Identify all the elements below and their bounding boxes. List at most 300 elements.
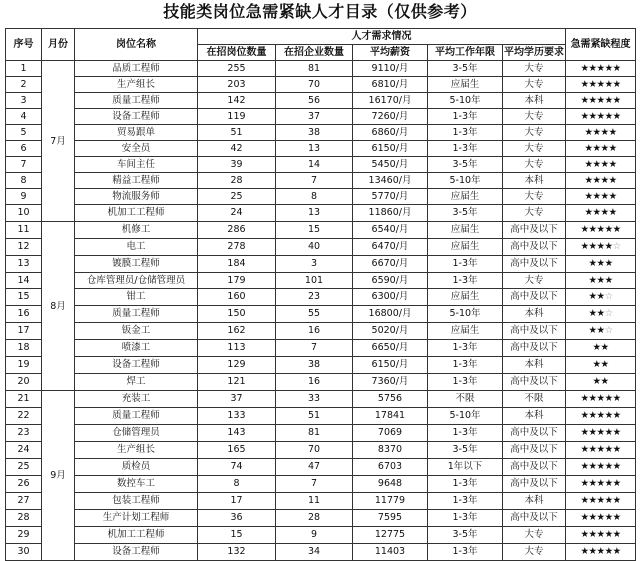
cell-years: 不限 [428,391,503,408]
cell-position: 生产计划工程师 [75,510,198,527]
cell-salary: 11403 [353,544,428,561]
cell-seq: 3 [6,93,42,109]
cell-salary: 5770/月 [353,189,428,205]
cell-position: 设备工程师 [75,109,198,125]
cell-salary: 11779 [353,493,428,510]
table-row [6,93,636,109]
table-row [6,273,636,289]
cell-position: 喷漆工 [75,340,198,357]
table-row [6,476,636,493]
table-row [6,222,636,239]
header-position: 岗位名称 [75,29,198,61]
cell-urgency [566,109,636,125]
cell-urgency [566,391,636,408]
cell-seq: 1 [6,61,42,77]
cell-companies: 9 [276,527,353,544]
cell-years: 3-5年 [428,205,503,222]
cell-years: 3-5年 [428,157,503,173]
cell-companies: 70 [276,77,353,93]
cell-urgency [566,340,636,357]
cell-salary: 5756 [353,391,428,408]
table-row [6,442,636,459]
cell-jobs: 286 [198,222,276,239]
urgency-stars: ★★★★★ [580,79,621,90]
cell-salary: 13460/月 [353,173,428,189]
cell-position: 质量工程师 [75,93,198,109]
cell-jobs: 113 [198,340,276,357]
cell-salary: 6540/月 [353,222,428,239]
cell-position: 物流服务师 [75,189,198,205]
cell-month: 8月 [42,222,75,391]
cell-years: 5-10年 [428,93,503,109]
cell-companies: 7 [276,340,353,357]
urgency-stars: ★★★★★ [580,111,621,122]
cell-salary: 16800/月 [353,306,428,323]
urgency-stars: ★★★★ [584,207,617,218]
cell-position: 精益工程师 [75,173,198,189]
table-body [6,61,636,561]
urgency-stars: ★★ [592,342,609,353]
urgency-stars: ★★★★★ [580,444,621,455]
cell-position: 车间主任 [75,157,198,173]
cell-years: 1年以下 [428,459,503,476]
cell-urgency [566,239,636,256]
cell-position: 设备工程师 [75,357,198,374]
cell-position: 安全员 [75,141,198,157]
cell-position: 生产组长 [75,77,198,93]
cell-years: 1-3年 [428,544,503,561]
cell-salary: 6590/月 [353,273,428,289]
cell-salary: 6470/月 [353,239,428,256]
cell-position: 机加工工程师 [75,205,198,222]
urgency-stars: ★★★★★ [580,546,621,557]
cell-urgency [566,476,636,493]
cell-companies: 7 [276,476,353,493]
cell-years: 1-3年 [428,374,503,391]
urgency-half-star: ☆ [612,241,621,252]
cell-years: 1-3年 [428,125,503,141]
cell-position: 机加工工程师 [75,527,198,544]
urgency-stars: ★★★★ [584,143,617,154]
cell-position: 品质工程师 [75,61,198,77]
cell-position: 数控车工 [75,476,198,493]
cell-seq: 21 [6,391,42,408]
cell-seq: 7 [6,157,42,173]
cell-years: 3-5年 [428,527,503,544]
cell-years: 应届生 [428,239,503,256]
cell-urgency [566,459,636,476]
cell-urgency [566,205,636,222]
cell-education: 高中及以下 [503,323,566,340]
header-years: 平均工作年限 [428,45,503,61]
cell-education: 高中及以下 [503,442,566,459]
cell-jobs: 203 [198,77,276,93]
cell-jobs: 17 [198,493,276,510]
cell-urgency [566,77,636,93]
urgency-stars: ★★★ [588,258,613,269]
table-row [6,493,636,510]
cell-companies: 13 [276,205,353,222]
cell-seq: 12 [6,239,42,256]
cell-seq: 24 [6,442,42,459]
cell-education: 大专 [503,141,566,157]
cell-position: 质量工程师 [75,306,198,323]
urgency-stars: ★★★★ [584,159,617,170]
cell-seq: 19 [6,357,42,374]
cell-salary: 6860/月 [353,125,428,141]
cell-urgency [566,425,636,442]
cell-education: 本科 [503,173,566,189]
cell-years: 应届生 [428,289,503,306]
header-jobs: 在招岗位数量 [198,45,276,61]
cell-years: 5-10年 [428,408,503,425]
cell-seq: 27 [6,493,42,510]
urgency-stars: ★★★★ [584,127,617,138]
cell-urgency [566,222,636,239]
cell-education: 不限 [503,391,566,408]
cell-salary: 7595 [353,510,428,527]
cell-education: 大专 [503,125,566,141]
cell-month: 7月 [42,61,75,222]
table-row [6,173,636,189]
cell-position: 焊工 [75,374,198,391]
cell-salary: 7260/月 [353,109,428,125]
cell-companies: 101 [276,273,353,289]
urgency-stars: ★★ [588,291,605,302]
cell-jobs: 142 [198,93,276,109]
table-row [6,157,636,173]
cell-years: 1-3年 [428,109,503,125]
cell-urgency [566,442,636,459]
cell-seq: 4 [6,109,42,125]
cell-seq: 9 [6,189,42,205]
cell-education: 高中及以下 [503,239,566,256]
cell-urgency [566,289,636,306]
cell-position: 质检员 [75,459,198,476]
cell-urgency [566,357,636,374]
cell-companies: 16 [276,374,353,391]
cell-companies: 3 [276,256,353,273]
cell-years: 5-10年 [428,173,503,189]
cell-companies: 7 [276,173,353,189]
cell-urgency [566,374,636,391]
cell-education: 高中及以下 [503,340,566,357]
cell-education: 大专 [503,189,566,205]
cell-seq: 22 [6,408,42,425]
cell-urgency [566,157,636,173]
cell-companies: 81 [276,425,353,442]
cell-urgency [566,93,636,109]
cell-education: 大专 [503,77,566,93]
cell-companies: 55 [276,306,353,323]
cell-salary: 12775 [353,527,428,544]
cell-salary: 7069 [353,425,428,442]
cell-education: 大专 [503,61,566,77]
header-seq: 序号 [6,29,42,61]
cell-urgency [566,493,636,510]
cell-salary: 6150/月 [353,357,428,374]
urgency-half-star: ☆ [604,308,613,319]
table-row [6,408,636,425]
cell-companies: 37 [276,109,353,125]
cell-jobs: 39 [198,157,276,173]
cell-salary: 6810/月 [353,77,428,93]
cell-education: 大专 [503,109,566,125]
cell-position: 生产组长 [75,442,198,459]
cell-position: 充装工 [75,391,198,408]
cell-jobs: 278 [198,239,276,256]
cell-companies: 34 [276,544,353,561]
cell-companies: 23 [276,289,353,306]
cell-companies: 81 [276,61,353,77]
cell-salary: 7360/月 [353,374,428,391]
cell-years: 3-5年 [428,61,503,77]
cell-urgency [566,306,636,323]
cell-education: 高中及以下 [503,425,566,442]
cell-education: 高中及以下 [503,374,566,391]
urgency-stars: ★★★★★ [580,95,621,106]
cell-seq: 10 [6,205,42,222]
cell-seq: 18 [6,340,42,357]
urgency-stars: ★★★★★ [580,461,621,472]
urgency-stars: ★★ [588,308,605,319]
cell-education: 大专 [503,527,566,544]
cell-seq: 28 [6,510,42,527]
cell-urgency [566,273,636,289]
urgency-stars: ★★★★★ [580,478,621,489]
cell-jobs: 184 [198,256,276,273]
cell-salary: 6150/月 [353,141,428,157]
table-row [6,459,636,476]
cell-years: 1-3年 [428,425,503,442]
urgency-stars: ★★★★★ [580,393,621,404]
cell-education: 本科 [503,493,566,510]
cell-jobs: 74 [198,459,276,476]
urgency-stars: ★★ [588,325,605,336]
cell-salary: 6703 [353,459,428,476]
cell-salary: 6670/月 [353,256,428,273]
cell-jobs: 24 [198,205,276,222]
table-row [6,189,636,205]
urgency-stars: ★★★★ [584,175,617,186]
cell-companies: 47 [276,459,353,476]
cell-jobs: 255 [198,61,276,77]
table-row [6,109,636,125]
cell-salary: 8370 [353,442,428,459]
cell-seq: 8 [6,173,42,189]
table-row [6,374,636,391]
table-row [6,141,636,157]
cell-position: 钳工 [75,289,198,306]
table-row [6,289,636,306]
cell-seq: 6 [6,141,42,157]
urgency-half-star: ☆ [604,325,613,336]
cell-jobs: 165 [198,442,276,459]
cell-years: 1-3年 [428,357,503,374]
table-row [6,510,636,527]
urgency-stars: ★★★ [588,275,613,286]
cell-years: 1-3年 [428,273,503,289]
cell-jobs: 119 [198,109,276,125]
header-education: 平均学历要求 [503,45,566,61]
cell-position: 设备工程师 [75,544,198,561]
cell-seq: 16 [6,306,42,323]
cell-education: 高中及以下 [503,222,566,239]
cell-urgency [566,61,636,77]
cell-position: 钣金工 [75,323,198,340]
urgency-stars: ★★★★★ [580,410,621,421]
cell-jobs: 36 [198,510,276,527]
cell-jobs: 8 [198,476,276,493]
cell-education: 大专 [503,157,566,173]
table-row [6,391,636,408]
cell-education: 高中及以下 [503,256,566,273]
cell-years: 1-3年 [428,493,503,510]
cell-seq: 2 [6,77,42,93]
cell-jobs: 179 [198,273,276,289]
cell-salary: 9648 [353,476,428,493]
urgency-stars: ★★★★★ [580,224,621,235]
cell-jobs: 37 [198,391,276,408]
table-row [6,306,636,323]
cell-companies: 28 [276,510,353,527]
cell-education: 本科 [503,357,566,374]
urgency-stars: ★★★★★ [580,63,621,74]
cell-urgency [566,173,636,189]
cell-jobs: 162 [198,323,276,340]
table-row [6,425,636,442]
cell-companies: 33 [276,391,353,408]
cell-companies: 38 [276,357,353,374]
table-row [6,125,636,141]
talent-directory-table [5,28,636,561]
header-urgency: 急需紧缺程度 [566,29,636,61]
table-row [6,205,636,222]
cell-seq: 26 [6,476,42,493]
cell-years: 1-3年 [428,141,503,157]
header-companies: 在招企业数量 [276,45,353,61]
header-month: 月份 [42,29,75,61]
cell-urgency [566,141,636,157]
header-demand-group: 人才需求情况 [198,29,566,45]
cell-salary: 5450/月 [353,157,428,173]
cell-years: 5-10年 [428,306,503,323]
cell-seq: 17 [6,323,42,340]
table-row [6,77,636,93]
cell-education: 高中及以下 [503,289,566,306]
cell-companies: 40 [276,239,353,256]
cell-position: 机修工 [75,222,198,239]
cell-jobs: 28 [198,173,276,189]
cell-education: 高中及以下 [503,476,566,493]
cell-urgency [566,256,636,273]
cell-education: 本科 [503,306,566,323]
cell-position: 贸易跟单 [75,125,198,141]
cell-month: 9月 [42,391,75,561]
cell-years: 1-3年 [428,510,503,527]
cell-companies: 14 [276,157,353,173]
cell-position: 仓库管理员/仓储管理员 [75,273,198,289]
cell-jobs: 143 [198,425,276,442]
cell-education: 大专 [503,544,566,561]
table-row [6,340,636,357]
urgency-stars: ★★★★★ [580,427,621,438]
cell-urgency [566,408,636,425]
cell-seq: 25 [6,459,42,476]
cell-education: 高中及以下 [503,459,566,476]
table-row [6,239,636,256]
cell-education: 大专 [503,205,566,222]
cell-seq: 13 [6,256,42,273]
cell-companies: 8 [276,189,353,205]
cell-jobs: 150 [198,306,276,323]
cell-years: 1-3年 [428,476,503,493]
cell-position: 包装工程师 [75,493,198,510]
document-title: 技能类岗位急需紧缺人才目录（仅供参考） [163,2,477,21]
urgency-stars: ★★ [592,376,609,387]
cell-seq: 11 [6,222,42,239]
cell-seq: 20 [6,374,42,391]
cell-urgency [566,527,636,544]
cell-position: 镀膜工程师 [75,256,198,273]
cell-education: 大专 [503,273,566,289]
cell-companies: 51 [276,408,353,425]
cell-seq: 15 [6,289,42,306]
cell-seq: 30 [6,544,42,561]
cell-urgency [566,510,636,527]
cell-years: 应届生 [428,222,503,239]
cell-education: 本科 [503,408,566,425]
cell-urgency [566,323,636,340]
table-row [6,256,636,273]
cell-jobs: 133 [198,408,276,425]
cell-jobs: 15 [198,527,276,544]
cell-jobs: 25 [198,189,276,205]
cell-salary: 5020/月 [353,323,428,340]
cell-urgency [566,189,636,205]
cell-education: 高中及以下 [503,510,566,527]
cell-salary: 9110/月 [353,61,428,77]
cell-jobs: 129 [198,357,276,374]
table-row [6,323,636,340]
cell-urgency [566,125,636,141]
table-row [6,357,636,374]
cell-salary: 16170/月 [353,93,428,109]
cell-position: 质量工程师 [75,408,198,425]
cell-companies: 15 [276,222,353,239]
cell-years: 3-5年 [428,442,503,459]
cell-years: 应届生 [428,189,503,205]
cell-position: 电工 [75,239,198,256]
cell-seq: 29 [6,527,42,544]
cell-seq: 14 [6,273,42,289]
urgency-stars: ★★★★ [580,241,613,252]
cell-years: 应届生 [428,77,503,93]
cell-companies: 16 [276,323,353,340]
header-row-1 [6,29,636,45]
cell-companies: 56 [276,93,353,109]
table-row [6,61,636,77]
urgency-half-star: ☆ [604,291,613,302]
cell-years: 1-3年 [428,340,503,357]
cell-years: 1-3年 [428,256,503,273]
cell-seq: 23 [6,425,42,442]
cell-jobs: 121 [198,374,276,391]
urgency-stars: ★★★★★ [580,495,621,506]
cell-companies: 70 [276,442,353,459]
cell-salary: 17841 [353,408,428,425]
urgency-stars: ★★★★ [584,191,617,202]
